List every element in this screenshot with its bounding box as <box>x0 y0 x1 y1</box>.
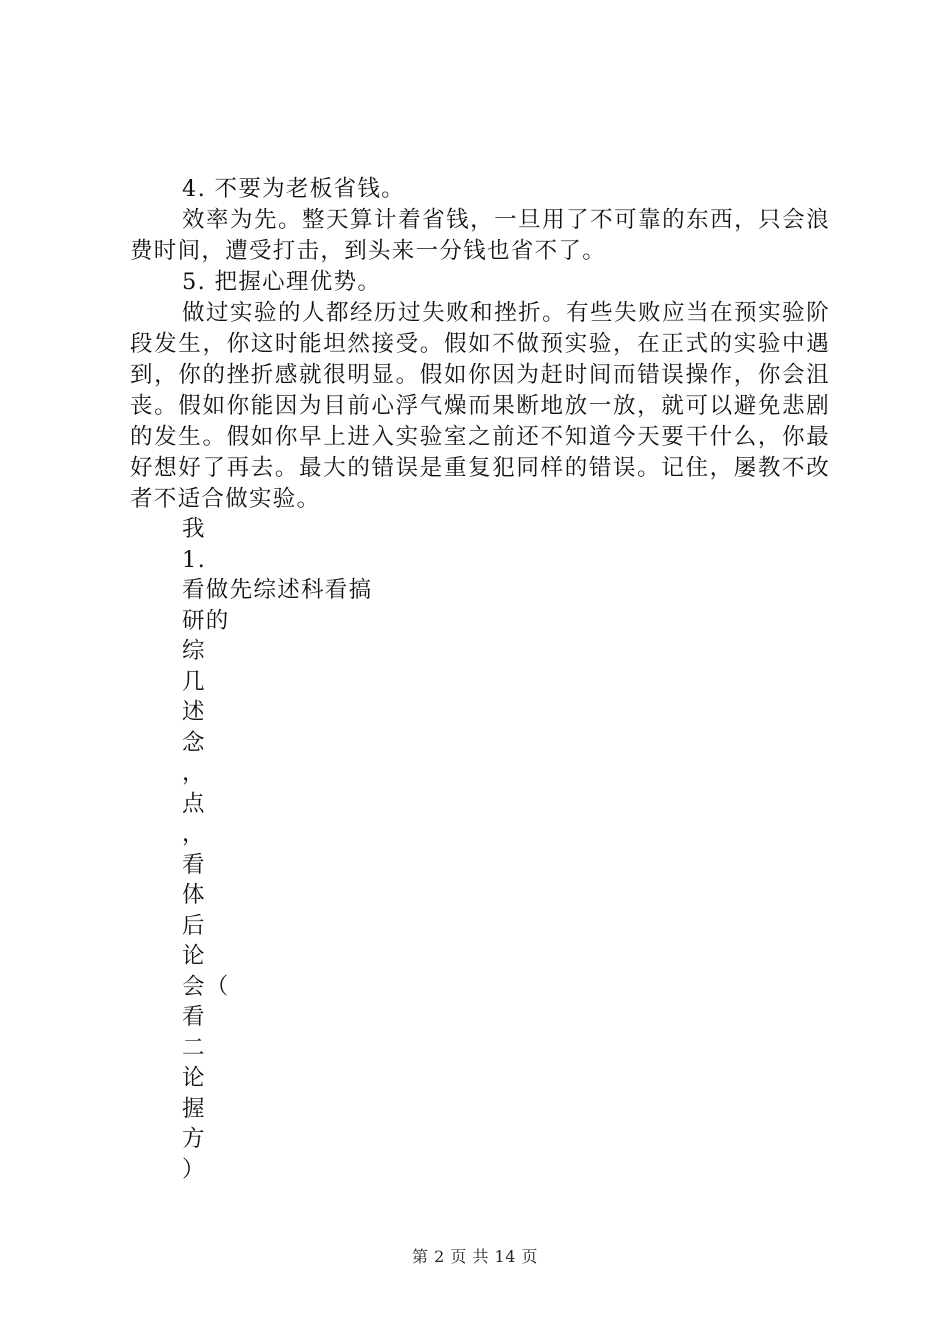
fragment-line: 研的 <box>182 607 230 634</box>
fragment-line: 述 <box>182 699 206 725</box>
fragment-line: 会（ <box>182 973 230 1000</box>
fragment-line: 方 <box>182 1126 206 1152</box>
section-5-heading: 5. 把握心理优势。 <box>182 269 382 295</box>
fragment-line: 看 <box>182 1004 206 1030</box>
section-5-paragraph: 做过实验的人都经历过失败和挫折。有些失败应当在预实验阶段发生，你这时能坦然接受。假如不做预实验，在正式的实验中遇到，你的挫折感就很明显。假如你因为赶时间而错误操作，你会沮丧。假如你能因为目前心浮气燥而果断地放一放，就可以避免悲剧的发生。假如你早上进入实验室之前还不知道今天要干什么，你最好想好了再去。最大的错误是重复犯同样的错误。记住，屡教不改者不适合做实验。 <box>130 300 830 512</box>
document-body <box>130 174 830 515</box>
fragment-line: 论 <box>182 943 206 969</box>
section-4-paragraph: 效率为先。整天算计着省钱，一旦用了不可靠的东西，只会浪费时间，遭受打击，到头来一分钱也省不了。 <box>130 207 830 264</box>
fragment-line: 综 <box>182 638 206 664</box>
fragment-line: 点 <box>182 790 206 817</box>
fragment-line: 握 <box>182 1095 206 1122</box>
fragment-line: ） <box>182 1156 206 1183</box>
garbled-fragment-column <box>182 514 442 1185</box>
fragment-line: 后 <box>182 912 206 939</box>
fragment-line: ， <box>182 821 206 847</box>
fragment-line: 看做先综述科看搞 <box>182 577 373 603</box>
section-4-heading: 4. 不要为老板省钱。 <box>182 176 405 202</box>
fragment-line: 我 <box>182 516 206 542</box>
fragment-line: 二 <box>182 1034 206 1061</box>
fragment-line: ， <box>182 760 206 786</box>
fragment-line: 1. <box>182 546 207 573</box>
fragment-line: 几 <box>182 668 206 695</box>
fragment-line: 念 <box>182 729 206 756</box>
page-footer <box>0 1244 950 1267</box>
fragment-line: 看 <box>182 851 206 878</box>
fragment-line: 论 <box>182 1065 206 1091</box>
page-number-label: 第 2 页 共 14 页 <box>412 1247 538 1266</box>
fragment-line: 体 <box>182 882 206 908</box>
